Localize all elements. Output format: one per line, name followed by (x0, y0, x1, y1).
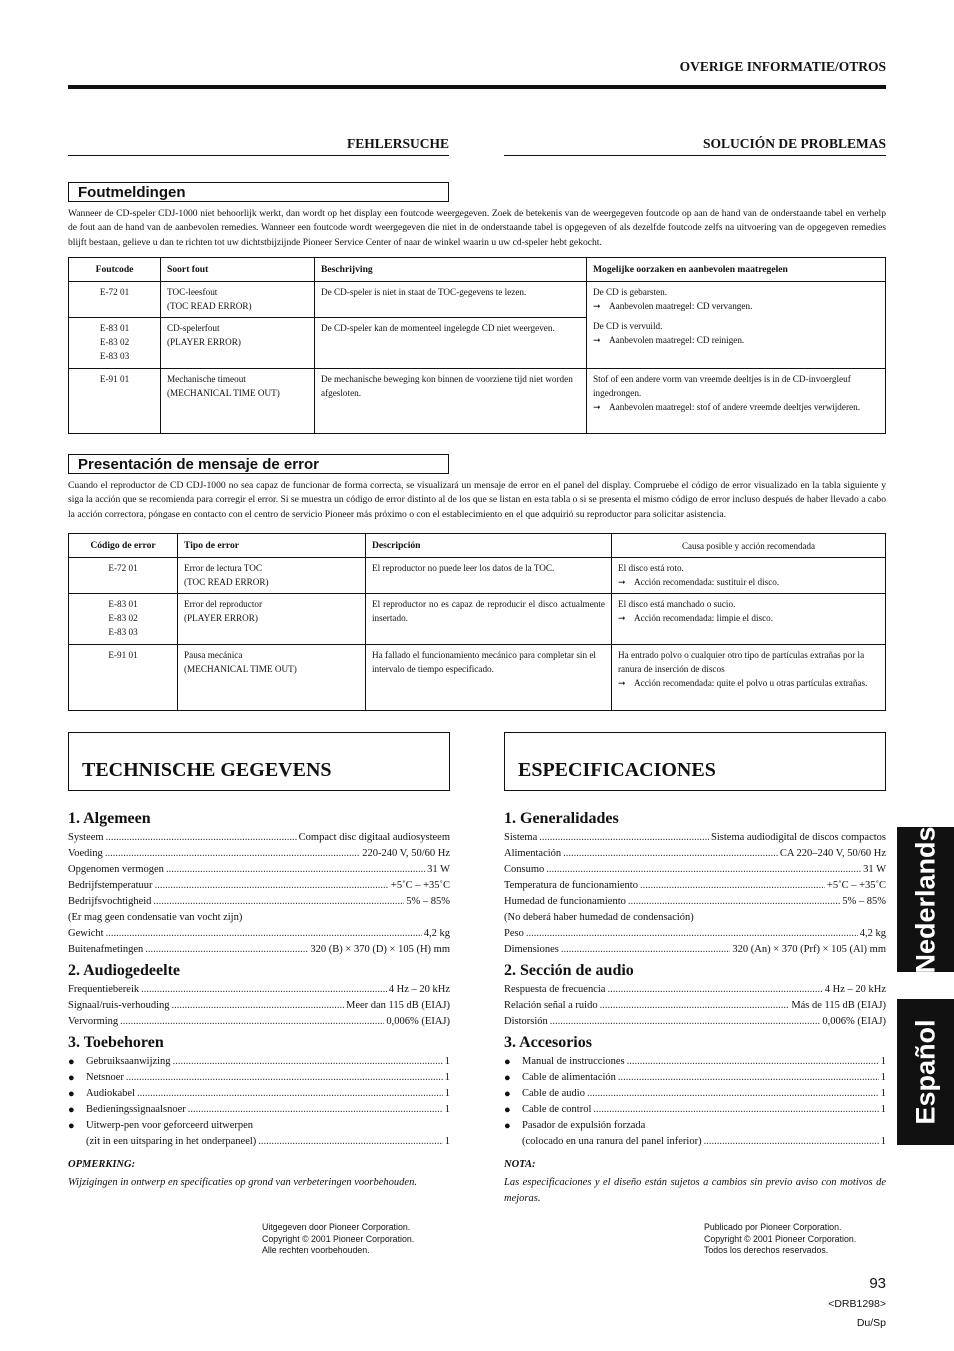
spec-row: Humedad de funcionamiento ..... 5% – 85% (504, 894, 886, 910)
error-type: Pausa mecánica (MECHANICAL TIME OUT) (178, 645, 366, 711)
es-errors-title: Presentación de mensaje de error (68, 454, 449, 474)
es-audio-list (504, 982, 886, 1030)
table-row (69, 594, 886, 645)
spec-note: (No deberá haber humedad de condensación) (504, 912, 694, 923)
es-audio-title: 2. Sección de audio (504, 962, 634, 979)
spec-row: Distorsión ..... 0,006% (EIAJ) (504, 1014, 886, 1030)
error-desc: De CD-speler is niet in staat de TOC-gegevens te lezen. (315, 282, 587, 318)
list-item: ● Audiokabel ..... 1 (68, 1086, 450, 1102)
nl-specs-title: TECHNISCHE GEGEVENS (82, 759, 332, 781)
bullet-icon: ● (68, 1104, 75, 1116)
spec-row: Opgenomen vermogen ..... 31 W (68, 862, 450, 878)
nl-general-list (68, 830, 450, 958)
spec-row: Temperatura de funcionamiento ..... +5˚C – +35˚C (504, 878, 886, 894)
list-item: ● Cable de audio ..... 1 (504, 1086, 886, 1102)
nl-note-title: OPMERKING: (68, 1159, 136, 1170)
bullet-icon: ● (504, 1056, 511, 1068)
error-desc: De CD-speler kan de momenteel ingelegde CD niet weergeven. (315, 318, 587, 369)
es-specs-title-box (504, 732, 886, 791)
table-row (69, 558, 886, 594)
bullet-icon: ● (504, 1104, 511, 1116)
error-code: E-83 01 E-83 02 E-83 03 (69, 594, 178, 645)
error-type: Error del reproductor (PLAYER ERROR) (178, 594, 366, 645)
es-troubleshoot-title: SOLUCIÓN DE PROBLEMAS (702, 136, 886, 151)
sidetab-espanol: Español (897, 999, 954, 1145)
col-header: Mogelijke oorzaken en aanbevolen maatregelen (587, 258, 886, 282)
bullet-icon: ● (68, 1056, 75, 1068)
es-errors-intro: Cuando el reproductor de CD CDJ-1000 no sea capaz de funcionar de forma correcta, se visualizará un mensaje de error en el panel del display. Compruebe el código de error visualizado en la tabla siguiente y siga la acción que se recomienda para corregir el error. Si se muestra un código de error distinto al de los que se listan en esta tabla o si se presenta el mismo código de error incluso después de haber llevado a cabo la acción correctora, póngase en contacto con el centro de servicio Pioneer más próximo o con el establecimiento en el que adquirió su reproductor para solicitar asistencia. (68, 480, 886, 520)
col-header: Tipo de error (178, 534, 366, 558)
nl-specs-title-box (68, 732, 450, 791)
arrow-right-icon: ➞ (618, 577, 626, 587)
list-item: ● Netsnoer ..... 1 (68, 1070, 450, 1086)
spec-row: Bedrijfsvochtigheid ..... 5% – 85% (68, 894, 450, 910)
nl-title-rule (68, 155, 449, 156)
col-header: Beschrijving (315, 258, 587, 282)
nl-errors-title: Foutmeldingen (68, 182, 449, 202)
nl-audio-list (68, 982, 450, 1030)
arrow-right-icon: ➞ (593, 301, 601, 311)
error-cause: El disco está roto. ➞ Acción recomendada: sustituir el disco. (612, 558, 886, 594)
spec-row: Peso ..... 4,2 kg (504, 926, 886, 942)
col-header: Causa posible y acción recomendada (612, 534, 886, 558)
spec-row: Voeding ..... 220-240 V, 50/60 Hz (68, 846, 450, 862)
table-row (69, 282, 886, 318)
spec-row: Respuesta de frecuencia ..... 4 Hz – 20 kHz (504, 982, 886, 998)
table-header-row (69, 534, 886, 558)
nl-error-table (68, 257, 886, 434)
nl-publisher: Uitgegeven door Pioneer Corporation. Copyright © 2001 Pioneer Corporation. Alle rechten voorbehouden. (262, 1222, 415, 1255)
nl-audio-title: 2. Audiogedeelte (68, 962, 180, 979)
nl-note-text: Wijzigingen in ontwerp en specificaties op grond van verbeteringen voorbehouden. (68, 1177, 417, 1188)
spec-row: Systeem ..... Compact disc digitaal audiosysteem (68, 830, 450, 846)
error-cause: Stof of een andere vorm van vreemde deeltjes is in de CD-invoergleuf ingedrongen. ➞ Aanbevolen maatregel: stof of andere vreemde deeltjes verwijderen. (587, 369, 886, 434)
error-cause: El disco está manchado o sucio. ➞ Acción recomendada: limpie el disco. (612, 594, 886, 645)
error-code: E-91 01 (69, 645, 178, 711)
nl-troubleshoot-title: FEHLERSUCHE (346, 136, 449, 151)
table-row (69, 369, 886, 434)
error-cause: De CD is gebarsten. ➞ Aanbevolen maatregel: CD vervangen. De CD is vervuild. ➞ Aanbevolen maatregel: CD reinigen. (587, 282, 886, 369)
error-desc: Ha fallado el funcionamiento mecánico para completar sin el intervalo de tiempo especificado. (366, 645, 612, 711)
list-item: ● Cable de control ..... 1 (504, 1102, 886, 1118)
spec-row: Bedrijfstemperatuur ..... +5˚C – +35˚C (68, 878, 450, 894)
col-header: Foutcode (69, 258, 161, 282)
error-code: E-91 01 (69, 369, 161, 434)
col-header: Código de error (69, 534, 178, 558)
arrow-right-icon: ➞ (593, 335, 601, 345)
sidetab-nederlands: Nederlands (897, 827, 954, 972)
list-item: ● Gebruiksaanwijzing ..... 1 (68, 1054, 450, 1070)
nl-acc-list (68, 1054, 450, 1150)
spec-row: Signaal/ruis-verhouding ..... Meer dan 115 dB (EIAJ) (68, 998, 450, 1014)
error-type: Error de lectura TOC (TOC READ ERROR) (178, 558, 366, 594)
spec-row: Buitenafmetingen ..... 320 (B) × 370 (D) × 105 (H) mm (68, 942, 450, 958)
error-desc: El reproductor no puede leer los datos de la TOC. (366, 558, 612, 594)
language-code: Du/Sp (856, 1317, 886, 1329)
bullet-icon: ● (504, 1072, 511, 1084)
error-cause: Ha entrado polvo o cualquier otro tipo de partículas extrañas por la ranura de inserción de discos ➞ Acción recomendada: quite el polvo u otras partículas extrañas. (612, 645, 886, 711)
bullet-icon: ● (504, 1120, 511, 1132)
error-code: E-72 01 (69, 282, 161, 318)
es-acc-list (504, 1054, 886, 1150)
nl-general-title: 1. Algemeen (68, 810, 151, 827)
list-item: ● Bedieningssignaalsnoer ..... 1 (68, 1102, 450, 1118)
spec-row: Dimensiones ..... 320 (An) × 370 (Prf) × 105 (Al) mm (504, 942, 886, 958)
list-item: ● Manual de instrucciones ..... 1 (504, 1054, 886, 1070)
nl-acc-title: 3. Toebehoren (68, 1034, 164, 1051)
nl-errors-intro: Wanneer de CD-speler CDJ-1000 niet behoorlijk werkt, dan wordt op het display een foutcode weergegeven. Zoek de betekenis van de weergegeven foutcode op aan de hand van de onderstaande tabel en verhelp de fout aan de hand van de aanbevolen remedies. Wanneer een foutcode wordt weergegeven die niet in de onderstaande tabel is opgegeven of als dezelfde foutcode zelfs na uitvoering van de opgegeven remedies blijft bestaan, gelieve u dan te richten tot uw dichtstbijzijnde Pioneer Service Center of naar de winkel waarin u uw cd-speler hebt gekocht. (68, 208, 886, 248)
error-type: Mechanische timeout (MECHANICAL TIME OUT) (161, 369, 315, 434)
header-rule (68, 85, 886, 89)
spec-row: Relación señal a ruido ..... Más de 115 dB (EIAJ) (504, 998, 886, 1014)
arrow-right-icon: ➞ (618, 678, 626, 688)
es-publisher: Publicado por Pioneer Corporation. Copyright © 2001 Pioneer Corporation. Todos los derechos reservados. (704, 1222, 857, 1255)
error-desc: El reproductor no es capaz de reproducir el disco actualmente insertado. (366, 594, 612, 645)
arrow-right-icon: ➞ (618, 613, 626, 623)
list-item: ● Pasador de expulsión forzada (504, 1120, 646, 1132)
section-header: OVERIGE INFORMATIE/OTROS (679, 59, 886, 74)
es-title-rule (504, 155, 886, 156)
bullet-icon: ● (68, 1072, 75, 1084)
es-error-table (68, 533, 886, 711)
bullet-icon: ● (68, 1120, 75, 1132)
bullet-icon: ● (68, 1088, 75, 1100)
col-header: Descripción (366, 534, 612, 558)
spec-row: Gewicht ..... 4,2 kg (68, 926, 450, 942)
es-note-title: NOTA: (504, 1159, 536, 1170)
error-type: TOC-leesfout (TOC READ ERROR) (161, 282, 315, 318)
es-general-title: 1. Generalidades (504, 810, 619, 827)
list-item: ● Uitwerp-pen voor geforceerd uitwerpen (68, 1120, 254, 1132)
error-type: CD-spelerfout (PLAYER ERROR) (161, 318, 315, 369)
col-header: Soort fout (161, 258, 315, 282)
table-row (69, 645, 886, 711)
table-header-row (69, 258, 886, 282)
es-general-list (504, 830, 886, 958)
error-desc: De mechanische beweging kon binnen de voorziene tijd niet worden afgesloten. (315, 369, 587, 434)
es-note-text: Las especificaciones y el diseño están sujetos a cambios sin previo aviso con motivos de mejoras. (504, 1177, 886, 1204)
error-code: E-83 01 E-83 02 E-83 03 (69, 318, 161, 369)
page-number: 93 (869, 1275, 886, 1292)
spec-row: Sistema ..... Sistema audiodigital de discos compactos (504, 830, 886, 846)
bullet-icon: ● (504, 1088, 511, 1100)
list-item: ● Cable de alimentación ..... 1 (504, 1070, 886, 1086)
spec-note: (Er mag geen condensatie van vocht zijn) (68, 912, 243, 923)
doc-code: <DRB1298> (828, 1298, 886, 1310)
es-acc-title: 3. Accesorios (504, 1034, 592, 1051)
spec-row: Consumo ..... 31 W (504, 862, 886, 878)
error-code: E-72 01 (69, 558, 178, 594)
spec-row: Alimentación ..... CA 220–240 V, 50/60 Hz (504, 846, 886, 862)
arrow-right-icon: ➞ (593, 402, 601, 412)
list-item: (colocado en una ranura del panel inferior) ..... 1 (504, 1134, 886, 1150)
es-specs-title: ESPECIFICACIONES (518, 759, 716, 781)
spec-row: Vervorming ..... 0,006% (EIAJ) (68, 1014, 450, 1030)
spec-row: Frequentiebereik ..... 4 Hz – 20 kHz (68, 982, 450, 998)
list-item: (zit in een uitsparing in het onderpaneel) ..... 1 (68, 1134, 450, 1150)
